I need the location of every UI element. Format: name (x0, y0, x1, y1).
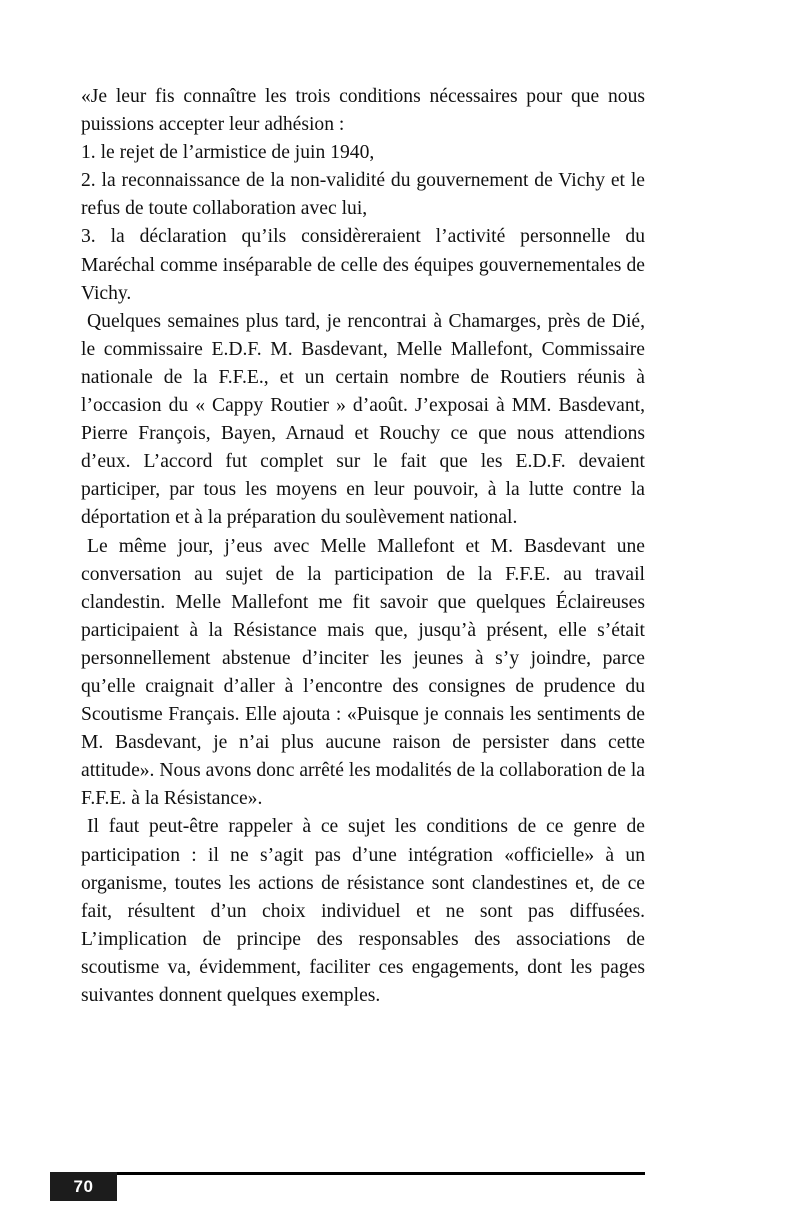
footer-divider-rule (117, 1172, 645, 1175)
paragraph-quote-intro: «Je leur fis connaître les trois conditions nécessaires pour que nous puissions accepter leur adhésion : (81, 86, 645, 136)
page-number-badge (50, 1172, 117, 1201)
paragraph-condition-1: 1. le rejet de l’armistice de juin 1940, (81, 142, 375, 164)
paragraph-participation-conditions: Il faut peut-être rappeler à ce sujet les conditions de ce genre de participation : il ne s’agit pas d’une intégration «officielle» à un organisme, toutes les actions de résistance sont clandestines et, de ce fait, résultent d’un choix individuel et ne sont pas diffusées. L’implication de principe des responsables des associations de scoutisme va, évidemment, faciliter ces engagements, dont les pages suivantes donnent quelques exemples. (81, 816, 645, 1006)
paragraph-chamarges-meeting: Quelques semaines plus tard, je rencontrai à Chamarges, près de Dié, le commissaire E.D.F. M. Basdevant, Melle Mallefont, Commissaire nationale de la F.F.E., et un certain nombre de Routiers réunis à l’occasion du « Cappy Routier » d’août. J’exposai à MM. Basdevant, Pierre François, Bayen, Arnaud et Rouchy ce que nous attendions d’eux. L’accord fut complet sur le fait que les E.D.F. devaient participer, par tous les moyens en leur pouvoir, à la lutte contre la déportation et à la préparation du soulèvement national. (81, 310, 645, 529)
body-text-column (81, 83, 645, 1010)
page-footer (0, 1170, 787, 1210)
page-number-label: 70 (73, 1177, 94, 1196)
paragraph-condition-2: 2. la reconnaissance de la non-validité du gouvernement de Vichy et le refus de toute collaboration avec lui, (81, 170, 645, 220)
paragraph-condition-3: 3. la déclaration qu’ils considèreraient l’activité personnelle du Maréchal comme inséparable de celle des équipes gouvernementales de Vichy. (81, 226, 645, 304)
paragraph-mallefont-conversation: Le même jour, j’eus avec Melle Mallefont et M. Basdevant une conversation au sujet de la participation de la F.F.E. au travail clandestin. Melle Mallefont me fit savoir que quelques Éclaireuses participaient à la Résistance mais que, jusqu’à présent, elle s’était personnellement abstenue d’inciter les jeunes à s’y joindre, parce qu’elle craignait d’aller à l’encontre des consignes de prudence du Scoutisme Français. Elle ajouta : «Puisque je connais les sentiments de M. Basdevant, je n’ai plus aucune raison de persister dans cette attitude». Nous avons donc arrêté les modalités de la collaboration de la F.F.E. à la Résistance». (81, 535, 645, 810)
